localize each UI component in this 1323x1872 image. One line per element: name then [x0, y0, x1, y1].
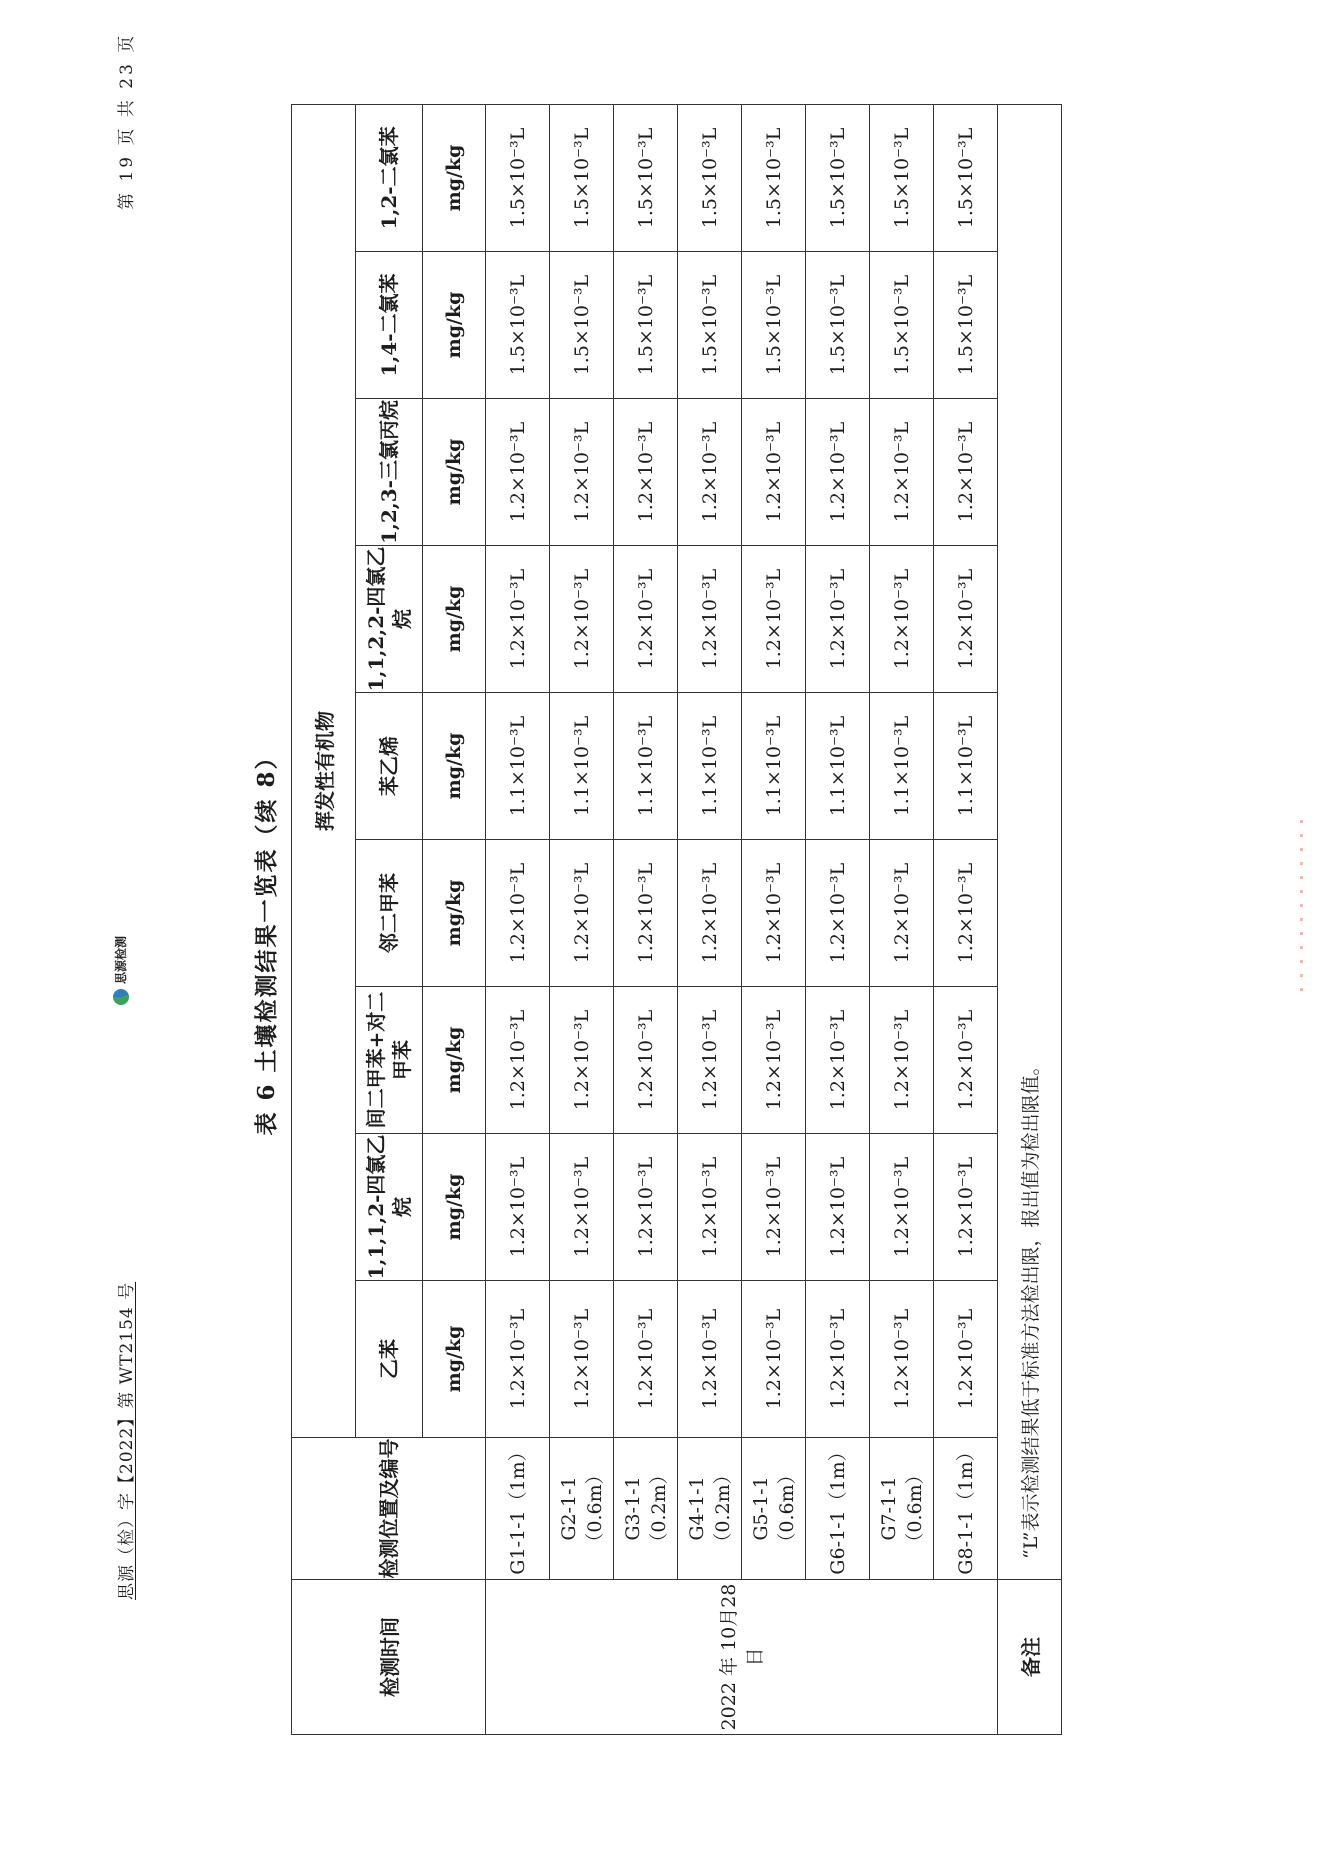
result-value: 1.2×10⁻³L [678, 1134, 742, 1281]
page-info: 第 19 页 共 23 页 [117, 32, 137, 210]
result-value: 1.5×10⁻³L [806, 252, 870, 399]
remark-label: 备注 [998, 1580, 1062, 1735]
sample-location: G6-1-1（1m） [806, 1438, 870, 1580]
result-value: 1.2×10⁻³L [678, 987, 742, 1134]
result-value: 1.2×10⁻³L [870, 546, 934, 693]
stamp-mark [1300, 820, 1303, 1000]
result-value: 1.1×10⁻³L [742, 693, 806, 840]
result-value: 1.2×10⁻³L [550, 399, 614, 546]
column-header: 1,1,2,2-四氯乙烷 [356, 546, 423, 693]
result-value: 1.2×10⁻³L [678, 546, 742, 693]
sample-location: G4-1-1（0.2m） [678, 1438, 742, 1580]
result-value: 1.2×10⁻³L [934, 399, 998, 546]
result-value: 1.2×10⁻³L [934, 1281, 998, 1438]
result-value: 1.2×10⁻³L [550, 1281, 614, 1438]
result-value: 1.2×10⁻³L [870, 840, 934, 987]
result-value: 1.1×10⁻³L [614, 693, 678, 840]
result-value: 1.5×10⁻³L [614, 104, 678, 251]
result-value: 1.2×10⁻³L [550, 987, 614, 1134]
result-value: 1.2×10⁻³L [486, 1134, 550, 1281]
result-value: 1.2×10⁻³L [614, 1134, 678, 1281]
sample-location: G8-1-1（1m） [934, 1438, 998, 1580]
result-value: 1.5×10⁻³L [550, 252, 614, 399]
result-value: 1.2×10⁻³L [742, 1134, 806, 1281]
result-value: 1.1×10⁻³L [934, 693, 998, 840]
column-header: 1,2-二氯苯 [356, 104, 423, 251]
result-value: 1.2×10⁻³L [934, 840, 998, 987]
table-title: 表 6 土壤检测结果一览表（续 8） [253, 744, 280, 1136]
result-value: 1.2×10⁻³L [486, 399, 550, 546]
result-value: 1.2×10⁻³L [742, 840, 806, 987]
result-value: 1.2×10⁻³L [614, 840, 678, 987]
result-value: 1.2×10⁻³L [678, 399, 742, 546]
column-header: 1,1,1,2-四氯乙烷 [356, 1134, 423, 1281]
column-unit: mg/kg [423, 399, 486, 546]
result-value: 1.1×10⁻³L [486, 693, 550, 840]
result-value: 1.2×10⁻³L [806, 1281, 870, 1438]
result-value: 1.1×10⁻³L [550, 693, 614, 840]
result-value: 1.2×10⁻³L [486, 840, 550, 987]
table-row [742, 104, 806, 1734]
logo-text: 思源检测 [114, 935, 128, 984]
report-number: 思源（检）字【2022】第 WT2154 号 [117, 1281, 137, 1600]
result-value: 1.5×10⁻³L [614, 252, 678, 399]
group-header-row [292, 104, 356, 1734]
table-row [678, 104, 742, 1734]
column-unit: mg/kg [423, 1134, 486, 1281]
result-value: 1.2×10⁻³L [806, 399, 870, 546]
result-value: 1.2×10⁻³L [806, 546, 870, 693]
result-value: 1.5×10⁻³L [742, 104, 806, 251]
result-value: 1.2×10⁻³L [486, 1281, 550, 1438]
result-value: 1.5×10⁻³L [870, 104, 934, 251]
sample-location: G1-1-1（1m） [486, 1438, 550, 1580]
result-value: 1.2×10⁻³L [934, 1134, 998, 1281]
result-value: 1.5×10⁻³L [806, 104, 870, 251]
sample-location: G3-1-1（0.2m） [614, 1438, 678, 1580]
result-value: 1.1×10⁻³L [870, 693, 934, 840]
sample-location: G7-1-1（0.6m） [870, 1438, 934, 1580]
result-value: 1.2×10⁻³L [934, 987, 998, 1134]
result-value: 1.5×10⁻³L [678, 104, 742, 251]
result-value: 1.2×10⁻³L [870, 1281, 934, 1438]
col-time-header: 检测时间 [292, 1580, 486, 1735]
result-value: 1.2×10⁻³L [550, 546, 614, 693]
result-value: 1.5×10⁻³L [934, 104, 998, 251]
column-header: 乙苯 [356, 1281, 423, 1438]
result-value: 1.2×10⁻³L [742, 399, 806, 546]
table-row [614, 104, 678, 1734]
result-value: 1.2×10⁻³L [678, 1281, 742, 1438]
result-value: 1.2×10⁻³L [614, 987, 678, 1134]
result-value: 1.2×10⁻³L [870, 1134, 934, 1281]
group-header: 挥发性有机物 [292, 104, 356, 1437]
result-value: 1.2×10⁻³L [742, 1281, 806, 1438]
column-unit: mg/kg [423, 546, 486, 693]
sample-location: G2-1-1（0.6m） [550, 1438, 614, 1580]
table-row [486, 104, 550, 1734]
results-table [291, 104, 1062, 1735]
table-row [934, 104, 998, 1734]
result-value: 1.5×10⁻³L [486, 252, 550, 399]
result-value: 1.2×10⁻³L [550, 1134, 614, 1281]
column-unit: mg/kg [423, 252, 486, 399]
result-value: 1.2×10⁻³L [806, 987, 870, 1134]
column-unit: mg/kg [423, 693, 486, 840]
detection-date: 2022 年 10月28日 [486, 1580, 998, 1735]
result-value: 1.5×10⁻³L [678, 252, 742, 399]
result-value: 1.2×10⁻³L [614, 399, 678, 546]
column-header: 苯乙烯 [356, 693, 423, 840]
result-value: 1.5×10⁻³L [486, 104, 550, 251]
table-row [550, 104, 614, 1734]
result-value: 1.2×10⁻³L [614, 1281, 678, 1438]
result-value: 1.2×10⁻³L [550, 840, 614, 987]
result-value: 1.2×10⁻³L [614, 546, 678, 693]
remark-text: “L”表示检测结果低于标准方法检出限，报出值为检出限值。 [998, 104, 1062, 1579]
result-value: 1.2×10⁻³L [870, 399, 934, 546]
result-value: 1.2×10⁻³L [678, 840, 742, 987]
column-header: 1,4-二氯苯 [356, 252, 423, 399]
result-value: 1.2×10⁻³L [806, 840, 870, 987]
column-unit: mg/kg [423, 987, 486, 1134]
column-unit: mg/kg [423, 840, 486, 987]
result-value: 1.5×10⁻³L [742, 252, 806, 399]
column-header: 间二甲苯+对二甲苯 [356, 987, 423, 1134]
result-value: 1.5×10⁻³L [870, 252, 934, 399]
logo-icon [113, 989, 129, 1005]
company-logo [112, 936, 129, 1005]
sample-location: G5-1-1（0.6m） [742, 1438, 806, 1580]
result-value: 1.2×10⁻³L [486, 987, 550, 1134]
result-value: 1.1×10⁻³L [678, 693, 742, 840]
result-value: 1.2×10⁻³L [806, 1134, 870, 1281]
result-value: 1.1×10⁻³L [806, 693, 870, 840]
result-value: 1.2×10⁻³L [870, 987, 934, 1134]
remark-row [998, 104, 1062, 1734]
column-header: 1,2,3-三氯丙烷 [356, 399, 423, 546]
results-sheet [243, 126, 1163, 1735]
col-location-header: 检测位置及编号 [292, 1438, 486, 1580]
column-unit: mg/kg [423, 1281, 486, 1438]
table-row [806, 104, 870, 1734]
column-header: 邻二甲苯 [356, 840, 423, 987]
result-value: 1.2×10⁻³L [742, 546, 806, 693]
result-value: 1.2×10⁻³L [742, 987, 806, 1134]
result-value: 1.5×10⁻³L [550, 104, 614, 251]
column-unit: mg/kg [423, 104, 486, 251]
result-value: 1.2×10⁻³L [934, 546, 998, 693]
result-value: 1.5×10⁻³L [934, 252, 998, 399]
result-value: 1.2×10⁻³L [486, 546, 550, 693]
table-row [870, 104, 934, 1734]
